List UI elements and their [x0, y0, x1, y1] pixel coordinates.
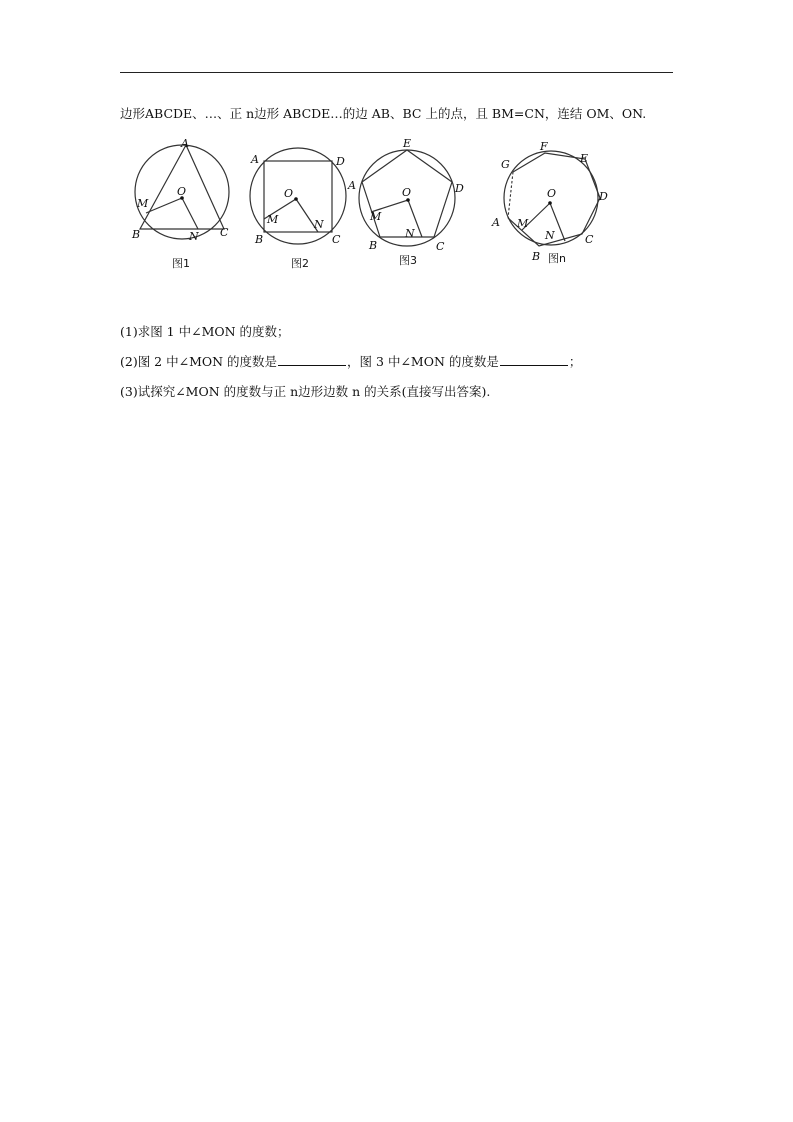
fig2-label-B: B — [255, 233, 264, 246]
fign-caption: 图n — [548, 252, 566, 265]
fig3-label-C: C — [436, 240, 445, 253]
question-2-part-1: (2)图 2 中∠MON 的度数是 — [120, 354, 278, 369]
fign-label-O: O — [547, 187, 557, 200]
question-2-part-2: ，图 3 中∠MON 的度数是 — [347, 354, 499, 369]
fign-label-E: E — [580, 152, 589, 165]
fig2-label-N: N — [314, 218, 324, 231]
answer-blank-fig2[interactable] — [278, 353, 346, 366]
fig3-label-M: M — [370, 210, 382, 223]
fig2-label-M: M — [267, 213, 279, 226]
fign-label-N: N — [545, 229, 555, 242]
question-2-part-3: ； — [568, 354, 582, 369]
figures-panel — [120, 130, 673, 275]
header-rule — [120, 72, 673, 73]
fig3-label-O: O — [402, 186, 412, 199]
fig1-caption: 图1 — [172, 257, 190, 270]
fig3-caption: 图3 — [399, 254, 417, 267]
fig1-label-C: C — [220, 226, 229, 239]
fig3-label-A: A — [348, 179, 356, 192]
question-1: (1)求图 1 中∠MON 的度数； — [120, 324, 290, 339]
fign-label-A: A — [492, 216, 500, 229]
fign-label-B: B — [532, 250, 541, 263]
question-2 — [120, 352, 581, 370]
answer-blank-fig3[interactable] — [500, 353, 568, 366]
fig2-label-D: D — [336, 155, 345, 168]
figure-1 — [131, 137, 229, 270]
fig1-label-O: O — [177, 185, 187, 198]
fign-label-D: D — [599, 190, 608, 203]
fig2-label-A: A — [251, 153, 259, 166]
fig3-label-B: B — [369, 239, 378, 252]
fign-label-F: F — [540, 140, 548, 153]
fign-label-G: G — [501, 158, 510, 171]
fig1-label-B: B — [132, 228, 141, 241]
fig3-label-D: D — [455, 182, 464, 195]
fig1-label-M: M — [137, 197, 149, 210]
fign-label-M: M — [517, 217, 529, 230]
question-3: (3)试探究∠MON 的度数与正 n边形边数 n 的关系(直接写出答案). — [120, 384, 491, 399]
figure-n — [491, 140, 608, 265]
fign-label-C: C — [585, 233, 594, 246]
fig3-label-N: N — [405, 227, 415, 240]
problem-intro: 边形ABCDE、…、正 n边形 ABCDE…的边 AB、BC 上的点，且 BM=CN，连结 OM、ON. — [120, 106, 647, 121]
figure-3 — [347, 137, 464, 267]
fig2-caption: 图2 — [291, 257, 309, 270]
fig3-label-E: E — [403, 137, 412, 150]
fig1-label-A: A — [181, 137, 189, 150]
figure-2 — [250, 148, 346, 270]
fig2-label-C: C — [332, 233, 341, 246]
fig1-label-N: N — [189, 230, 199, 243]
fig2-label-O: O — [284, 187, 294, 200]
